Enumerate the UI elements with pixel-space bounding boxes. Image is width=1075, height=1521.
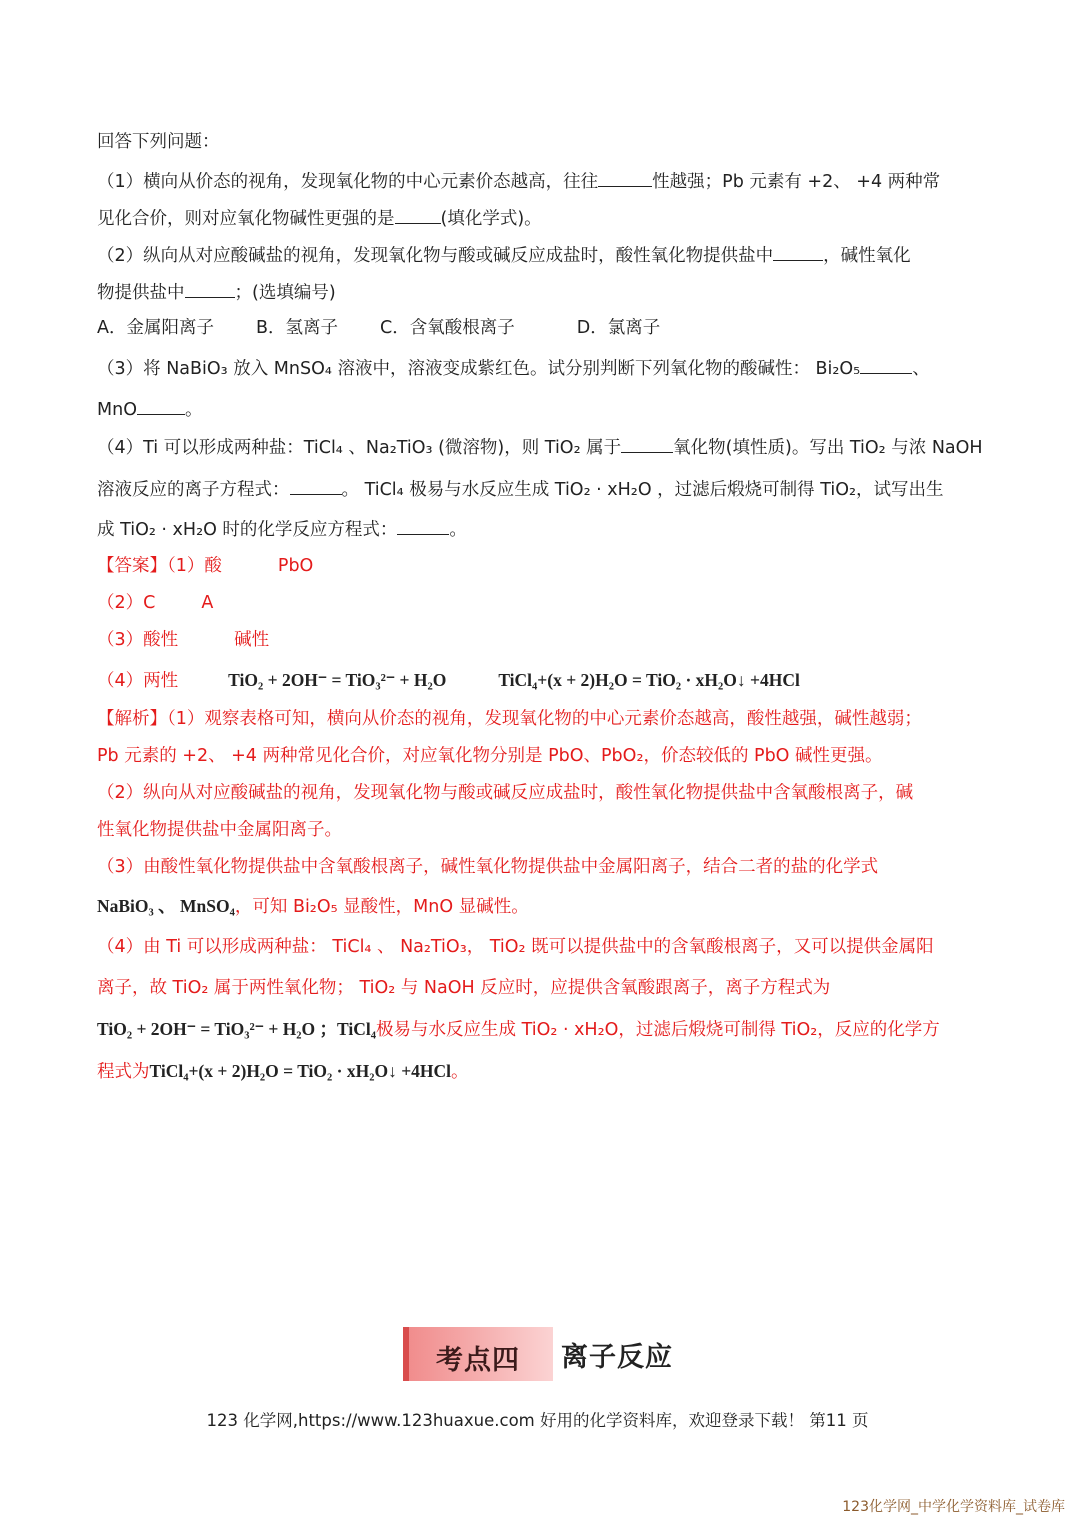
analysis-1b: Pb 元素的 +2、 +4 两种常见化合价，对应氧化物分别是 PbO、PbO₂，价态较低的 PbO 碱性更强。 bbox=[97, 746, 883, 766]
equation-2: TiCl₄+(x + 2)H₂O = TiO₂ · xH₂O↓ +4HCl bbox=[498, 670, 800, 690]
analysis-4a: （4）由 Ti 可以形成两种盐： TiCl₄ 、 Na₂TiO₃， TiO₂ 既可以提供盐中的含氧酸根离子，又可以提供金属阳 bbox=[97, 937, 934, 957]
blank[interactable] bbox=[185, 279, 235, 298]
question-1-line-2: 见化合价，则对应氧化物碱性更强的是 (填化学式)。 bbox=[97, 205, 542, 231]
blank[interactable] bbox=[621, 434, 673, 453]
question-4-line-1: （4）Ti 可以形成两种盐：TiCl₄ 、Na₂TiO₃ (微溶物)，则 TiO₂ 属于 氧化物(填性质)。写出 TiO₂ 与浓 NaOH bbox=[97, 434, 983, 460]
blank[interactable] bbox=[137, 396, 185, 415]
watermark: 123化学网_中学化学资料库_试卷库 bbox=[842, 1499, 1065, 1515]
question-3-line-1: （3）将 NaBiO₃ 放入 MnSO₄ 溶液中，溶液变成紫红色。试分别判断下列氧化物的酸碱性： Bi₂O₅ 、 bbox=[97, 355, 930, 381]
blank[interactable] bbox=[860, 355, 912, 374]
blank[interactable] bbox=[290, 476, 342, 495]
analysis-2b: 性氧化物提供盐中金属阳离子。 bbox=[97, 820, 342, 840]
question-2-line-2: 物提供盐中 ；(选填编号) bbox=[97, 279, 336, 305]
question-4-line-2: 溶液反应的离子方程式： 。 TiCl₄ 极易与水反应生成 TiO₂ · xH₂O ，过滤后煅烧可制得 TiO₂，试写出生 bbox=[97, 476, 944, 502]
answer-2: （2）C A bbox=[97, 593, 214, 613]
analysis-3a: （3）由酸性氧化物提供盐中含氧酸根离子，碱性氧化物提供盐中金属阳离子，结合二者的盐的化学式 bbox=[97, 857, 879, 877]
question-4-line-3: 成 TiO₂ · xH₂O 时的化学反应方程式： 。 bbox=[97, 516, 467, 542]
equation-1: TiO₂ + 2OH⁻ = TiO₃²⁻ + H₂O bbox=[228, 670, 447, 690]
answer-1: 【答案】（1）酸 PbO bbox=[97, 556, 314, 576]
answer-4: （4）两性 TiO₂ + 2OH⁻ = TiO₃²⁻ + H₂O TiCl₄+(x + 2)H₂O = TiO₂ · xH₂O↓ +4HCl bbox=[97, 670, 800, 691]
blank[interactable] bbox=[773, 242, 823, 261]
answer-3: （3）酸性 碱性 bbox=[97, 630, 270, 650]
question-2-line-1: （2）纵向从对应酸碱盐的视角，发现氧化物与酸或碱反应成盐时，酸性氧化物提供盐中 ，碱性氧化 bbox=[97, 242, 911, 268]
analysis-1a: 【解析】（1）观察表格可知，横向从价态的视角，发现氧化物的中心元素价态越高，酸性越强，碱性越弱； bbox=[97, 709, 922, 729]
section-heading bbox=[403, 1327, 673, 1381]
analysis-2a: （2）纵向从对应酸碱盐的视角，发现氧化物与酸或碱反应成盐时，酸性氧化物提供盐中含氧酸根离子，碱 bbox=[97, 783, 914, 803]
section-name: 离子反应 bbox=[561, 1341, 673, 1373]
question-1-line-1: （1）横向从价态的视角，发现氧化物的中心元素价态越高，往往 性越强；Pb 元素有 +2、 +4 两种常 bbox=[97, 168, 940, 194]
analysis-4c: TiO₂ + 2OH⁻ = TiO₃²⁻ + H₂O ；TiCl₄极易与水反应生成 TiO₂ · xH₂O，过滤后煅烧可制得 TiO₂，反应的化学方 bbox=[97, 1019, 940, 1040]
analysis-4d: 程式为TiCl₄+(x + 2)H₂O = TiO₂ · xH₂O↓ +4HCl。 bbox=[97, 1061, 469, 1082]
question-3-line-2: MnO 。 bbox=[97, 396, 202, 422]
intro-line: 回答下列问题： bbox=[97, 132, 220, 152]
analysis-3b: NaBiO₃ 、 MnSO₄，可知 Bi₂O₅ 显酸性，MnO 显碱性。 bbox=[97, 896, 529, 917]
blank[interactable] bbox=[395, 205, 441, 224]
blank[interactable] bbox=[598, 168, 652, 187]
section-number: 考点四 bbox=[436, 1345, 520, 1376]
question-2-options: A．金属阳离子 B．氢离子 C．含氧酸根离子 D．氯离子 bbox=[97, 318, 661, 338]
page-footer: 123 化学网,https://www.123huaxue.com 好用的化学资料库，欢迎登录下载！ 第11 页 bbox=[206, 1411, 869, 1430]
analysis-4b: 离子，故 TiO₂ 属于两性氧化物； TiO₂ 与 NaOH 反应时，应提供含氧酸跟离子，离子方程式为 bbox=[97, 978, 831, 998]
blank[interactable] bbox=[397, 516, 449, 535]
section-number-box bbox=[403, 1327, 553, 1381]
